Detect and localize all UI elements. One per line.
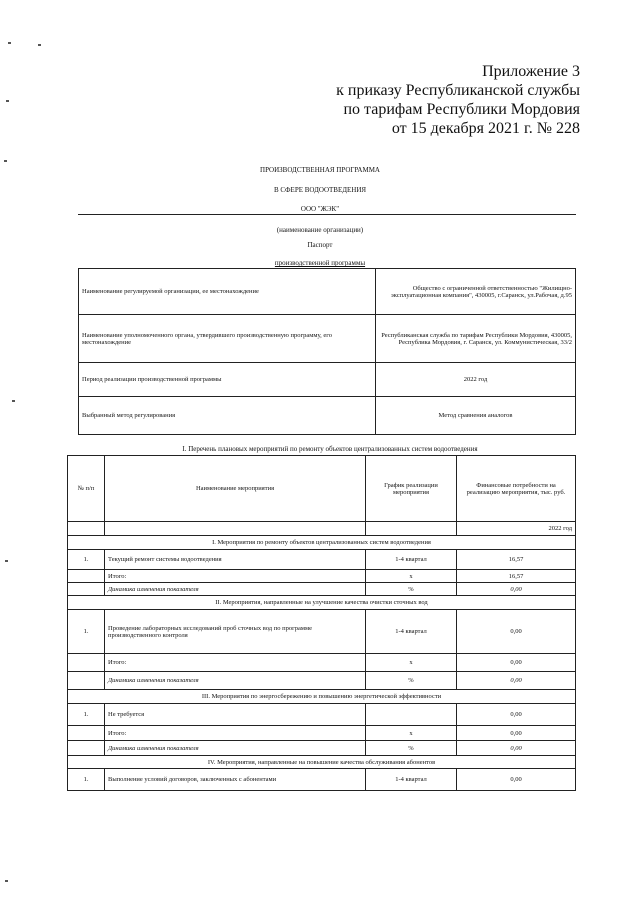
total-mark: х bbox=[366, 726, 457, 741]
total-value: 0,00 bbox=[457, 654, 576, 672]
dynamics-value: 0,00 bbox=[457, 672, 576, 690]
dynamics-label: Динамика изменения показателя bbox=[105, 741, 366, 756]
item-value: 0,00 bbox=[457, 704, 576, 726]
dynamics-mark: % bbox=[366, 741, 457, 756]
total-row bbox=[68, 726, 576, 741]
section-title: III. Мероприятия по энергосбережению и повышению энергетической эффективности bbox=[68, 690, 576, 704]
scan-speck bbox=[8, 42, 11, 44]
program-title: ПРОИЗВОДСТВЕННАЯ ПРОГРАММА bbox=[260, 166, 380, 174]
passport-subtitle: производственной программы bbox=[274, 259, 366, 267]
scan-speck bbox=[12, 400, 15, 402]
total-value: 0,00 bbox=[457, 726, 576, 741]
item-value: 0,00 bbox=[457, 610, 576, 654]
section-title: IV. Мероприятия, направленные на повышение качества обслуживания абонентов bbox=[68, 756, 576, 769]
passport-title: Паспорт bbox=[307, 241, 333, 249]
section-title-row bbox=[68, 756, 576, 769]
item-num: 1. bbox=[68, 769, 105, 791]
total-mark: х bbox=[366, 570, 457, 583]
total-label: Итого: bbox=[105, 570, 366, 583]
passport-value: Метод сравнения аналогов bbox=[376, 397, 576, 435]
passport-label: Период реализации производственной программы bbox=[79, 363, 376, 397]
dynamics-mark: % bbox=[366, 583, 457, 596]
scan-speck bbox=[38, 44, 41, 46]
section-title: I. Мероприятия по ремонту объектов централизованных систем водоотведения bbox=[68, 536, 576, 550]
dynamics-row bbox=[68, 583, 576, 596]
total-mark: х bbox=[366, 654, 457, 672]
passport-table bbox=[78, 268, 576, 435]
item-num: 1. bbox=[68, 550, 105, 570]
measures-table bbox=[67, 455, 576, 791]
passport-value: 2022 год bbox=[376, 363, 576, 397]
table-row bbox=[68, 550, 576, 570]
passport-label: Наименование уполномоченного органа, утвердившего производственную программу, его местонахождение bbox=[79, 315, 376, 363]
appendix-line-3: по тарифам Республики Мордовия bbox=[343, 101, 580, 118]
passport-row bbox=[79, 315, 576, 363]
appendix-line-2: к приказу Республиканской службы bbox=[336, 82, 580, 99]
total-value: 16,57 bbox=[457, 570, 576, 583]
total-row bbox=[68, 654, 576, 672]
passport-row bbox=[79, 363, 576, 397]
passport-label: Наименование регулируемой организации, ее местонахождение bbox=[79, 269, 376, 315]
org-underline bbox=[78, 214, 576, 215]
section-title-row bbox=[68, 690, 576, 704]
year-cell: 2022 год bbox=[457, 522, 576, 536]
item-value: 0,00 bbox=[457, 769, 576, 791]
year-row bbox=[68, 522, 576, 536]
item-value: 16,57 bbox=[457, 550, 576, 570]
dynamics-label: Динамика изменения показателя bbox=[105, 583, 366, 596]
passport-row bbox=[79, 397, 576, 435]
item-name: Выполнение условий договоров, заключенных с абонентами bbox=[105, 769, 366, 791]
total-label: Итого: bbox=[105, 726, 366, 741]
measures-list-title: I. Перечень плановых мероприятий по ремонту объектов централизованных систем водоотведения bbox=[182, 445, 478, 453]
col-num-header: № п/п bbox=[68, 456, 105, 522]
item-num: 1. bbox=[68, 704, 105, 726]
item-schedule: 1-4 квартал bbox=[366, 769, 457, 791]
total-row bbox=[68, 570, 576, 583]
item-name: Не требуется bbox=[105, 704, 366, 726]
passport-value: Республиканская служба по тарифам Республики Мордовия, 430005, Республика Мордовия, г. Саранск, ул. Коммунистическая, 33/2 bbox=[376, 315, 576, 363]
organization-caption: (наименование организации) bbox=[276, 226, 364, 234]
table-row bbox=[68, 610, 576, 654]
col-finance-header: Финансовые потребности на реализацию мероприятия, тыс. руб. bbox=[457, 456, 576, 522]
passport-value: Общество с ограниченной ответственностью "Жилищно-эксплуатационная компания", 430005, г.Саранск, ул.Рабочая, д.95 bbox=[376, 269, 576, 315]
item-schedule: 1-4 квартал bbox=[366, 610, 457, 654]
scan-speck bbox=[4, 160, 7, 162]
dynamics-row bbox=[68, 672, 576, 690]
section-title-row bbox=[68, 536, 576, 550]
section-title: II. Мероприятия, направленные на улучшение качества очистки сточных вод bbox=[68, 596, 576, 610]
sphere-title: В СФЕРЕ ВОДООТВЕДЕНИЯ bbox=[273, 186, 367, 194]
total-label: Итого: bbox=[105, 654, 366, 672]
dynamics-label: Динамика изменения показателя bbox=[105, 672, 366, 690]
table-row bbox=[68, 704, 576, 726]
appendix-header bbox=[336, 62, 580, 138]
item-schedule: 1-4 квартал bbox=[366, 550, 457, 570]
table-header-row bbox=[68, 456, 576, 522]
item-name: Текущий ремонт системы водоотведения bbox=[105, 550, 366, 570]
scan-speck bbox=[5, 560, 8, 562]
appendix-line-4: от 15 декабря 2021 г. № 228 bbox=[391, 120, 580, 137]
dynamics-mark: % bbox=[366, 672, 457, 690]
item-num: 1. bbox=[68, 610, 105, 654]
col-schedule-header: График реализации мероприятия bbox=[366, 456, 457, 522]
appendix-line-1: Приложение 3 bbox=[482, 63, 580, 80]
col-name-header: Наименование мероприятия bbox=[105, 456, 366, 522]
dynamics-row bbox=[68, 741, 576, 756]
item-name: Проведение лабораторных исследований проб сточных вод по программе производственного контроля bbox=[105, 610, 366, 654]
section-title-row bbox=[68, 596, 576, 610]
dynamics-value: 0,00 bbox=[457, 583, 576, 596]
passport-row bbox=[79, 269, 576, 315]
dynamics-value: 0,00 bbox=[457, 741, 576, 756]
item-schedule bbox=[366, 704, 457, 726]
table-row bbox=[68, 769, 576, 791]
scan-speck bbox=[6, 100, 9, 102]
organization-name: ООО "ЖЭК" bbox=[300, 205, 340, 213]
passport-label: Выбранный метод регулирования bbox=[79, 397, 376, 435]
scan-speck bbox=[5, 880, 8, 882]
